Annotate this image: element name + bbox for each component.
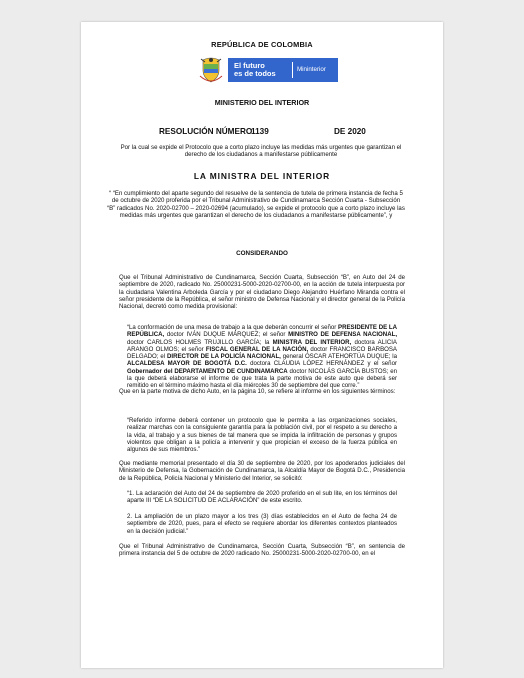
resolution-number: 1139 xyxy=(251,127,269,136)
logo-divider xyxy=(292,62,293,78)
coat-of-arms-icon xyxy=(198,56,224,84)
quote-bold: MINISTRA DEL INTERIOR, xyxy=(272,338,352,346)
quote-bold: ALCALDESA MAYOR DE BOGOTÁ D.C. xyxy=(127,360,247,368)
paragraph-1: Que el Tribunal Administrativo de Cundinamarca, Sección Cuarta, Subsección “B”, en Auto del 24 de septiembre de 2020, radicado No. 25000231-5000-2020-02700-00, en la acción de tutela interpuesta por la ciudadana Valentina Arboleda García y por el ciudadano Diego Alejandro Huérfano Miranda contra el señor presidente de la República, el señor ministro de Defensa Nacional y el director general de la Policía Nacional, decretó como medida provisional: xyxy=(119,274,405,311)
quote-bold: PRESIDENTE DE LA REPÚBLICA, xyxy=(127,324,397,339)
quote-request-2: 2. La ampliación de un plazo mayor a los tres (3) días establecidos en el Auto de fecha 24 de septiembre de 2020, pues, para el efecto se requiere abordar los diferentes contextos planteados en la decisión judicial.” xyxy=(127,513,397,535)
considerando-heading: CONSIDERANDO xyxy=(236,250,288,257)
ministra-heading: LA MINISTRA DEL INTERIOR xyxy=(193,171,331,181)
logo-line1: El futuro xyxy=(234,61,265,70)
resolution-intro: Por la cual se expide el Protocolo que a corto plazo incluye las medidas más urgentes que garantizan el derecho de los ciudadanos a manifestarse públicamente xyxy=(120,144,402,159)
quote-text: doctor NICOLÁS GARCÍA BUSTOS; en la que deberá elaborarse el informe de que trata la parte motiva de este auto que deberá ser remitido en el término máximo hasta el día miércoles 30 de septiembre del que corre.” xyxy=(127,367,397,390)
paragraph-4: Que el Tribunal Administrativo de Cundinamarca, Sección Cuarta, Subsección “B”, en sentencia de primera instancia del 5 de octubre de 2020 radicado No. 25000231-5000-2020-02700-00, en el xyxy=(119,543,405,558)
quote-bold: DIRECTOR DE LA POLICÍA NACIONAL, xyxy=(166,353,281,361)
resolution-label: RESOLUCIÓN NÚMERO xyxy=(159,127,253,136)
quote-text: doctor FRANCISCO BARBOSA DELGADO; el xyxy=(127,345,397,361)
quote-measure xyxy=(127,324,397,390)
republic-heading: REPÚBLICA DE COLOMBIA xyxy=(211,40,313,49)
quote-text: “La conformación de una mesa de trabajo a la que deberán concurrir el señor xyxy=(127,324,339,331)
quote-bold: Gobernador del DEPARTAMENTO DE CUNDINAMARCA xyxy=(127,367,288,375)
quote-text: doctor CARLOS HOLMES TRUJILLO GARCÍA; la xyxy=(127,338,273,346)
resolution-year: DE 2020 xyxy=(334,127,366,136)
paragraph-2: Que en la parte motiva de dicho Auto, en la página 10, se refiere al informe en los siguientes términos: xyxy=(119,388,396,395)
header-branding xyxy=(198,56,338,84)
gov-logo xyxy=(228,58,338,82)
ministry-heading: MINISTERIO DEL INTERIOR xyxy=(214,98,310,107)
quote-text: doctora CLAUDIA LÓPEZ HERNÁNDEZ y el señor xyxy=(246,360,397,368)
quote-report: “Referido informe deberá contener un protocolo que le permita a las organizaciones sociales, realizar marchas con la consiguiente garantía para la población civil, por el respeto a su derecho a la vida, al trabajo y a sus bienes de tal manera que se impida la infiltración de personas y grupos violentos que obligan a la policía a intervenir y que propician el exceso de la fuerza pública en algunos de sus miembros.” xyxy=(127,417,397,454)
logo-ministry: Mininterior xyxy=(297,66,326,73)
preamble-quote: “ “En cumplimiento del aparte segundo del resuelve de la sentencia de tutela de primera instancia de fecha 5 de octubre de 2020 proferida por el Tribunal Administrativo de Cundinamarca Sección Cuarta - Subsección “B” radicados No. 2020-02700 – 2020-02694 (acumulado), se expide el protocolo que a corto plazo incluye las medidas más urgentes que garantizan el derecho de los ciudadanos a manifestarse públicamente”, y xyxy=(107,190,405,219)
quote-text: doctora ALICIA ARANGO OLMOS; el señor xyxy=(127,338,397,353)
quote-text: general ÓSCAR ATEHORTÚA DUQUE; la xyxy=(280,353,397,361)
logo-line2: es de todos xyxy=(234,69,276,78)
paragraph-3: Que mediante memorial presentado el día 30 de septiembre de 2020, por los apoderados judiciales del Ministerio de Defensa, la Gobernación de Cundinamarca, la Alcaldía Mayor de Bogotá D.C., Presidencia de la República, Policía Nacional y Ministerio del Interior, se solicitó: xyxy=(119,460,405,482)
quote-bold: FISCAL GENERAL DE LA NACIÓN, xyxy=(205,345,309,353)
quote-bold: MINISTRO DE DEFENSA NACIONAL, xyxy=(288,331,398,339)
document-page xyxy=(81,22,443,668)
quote-text: doctor IVÁN DUQUE MÁRQUEZ; el señor xyxy=(164,331,289,339)
quote-request-1: “1. La aclaración del Auto del 24 de septiembre de 2020 proferido en el sub lite, en los términos del aparte III “DE LA SOLICITUD DE ACLARACIÓN” de este escrito. xyxy=(127,490,397,505)
